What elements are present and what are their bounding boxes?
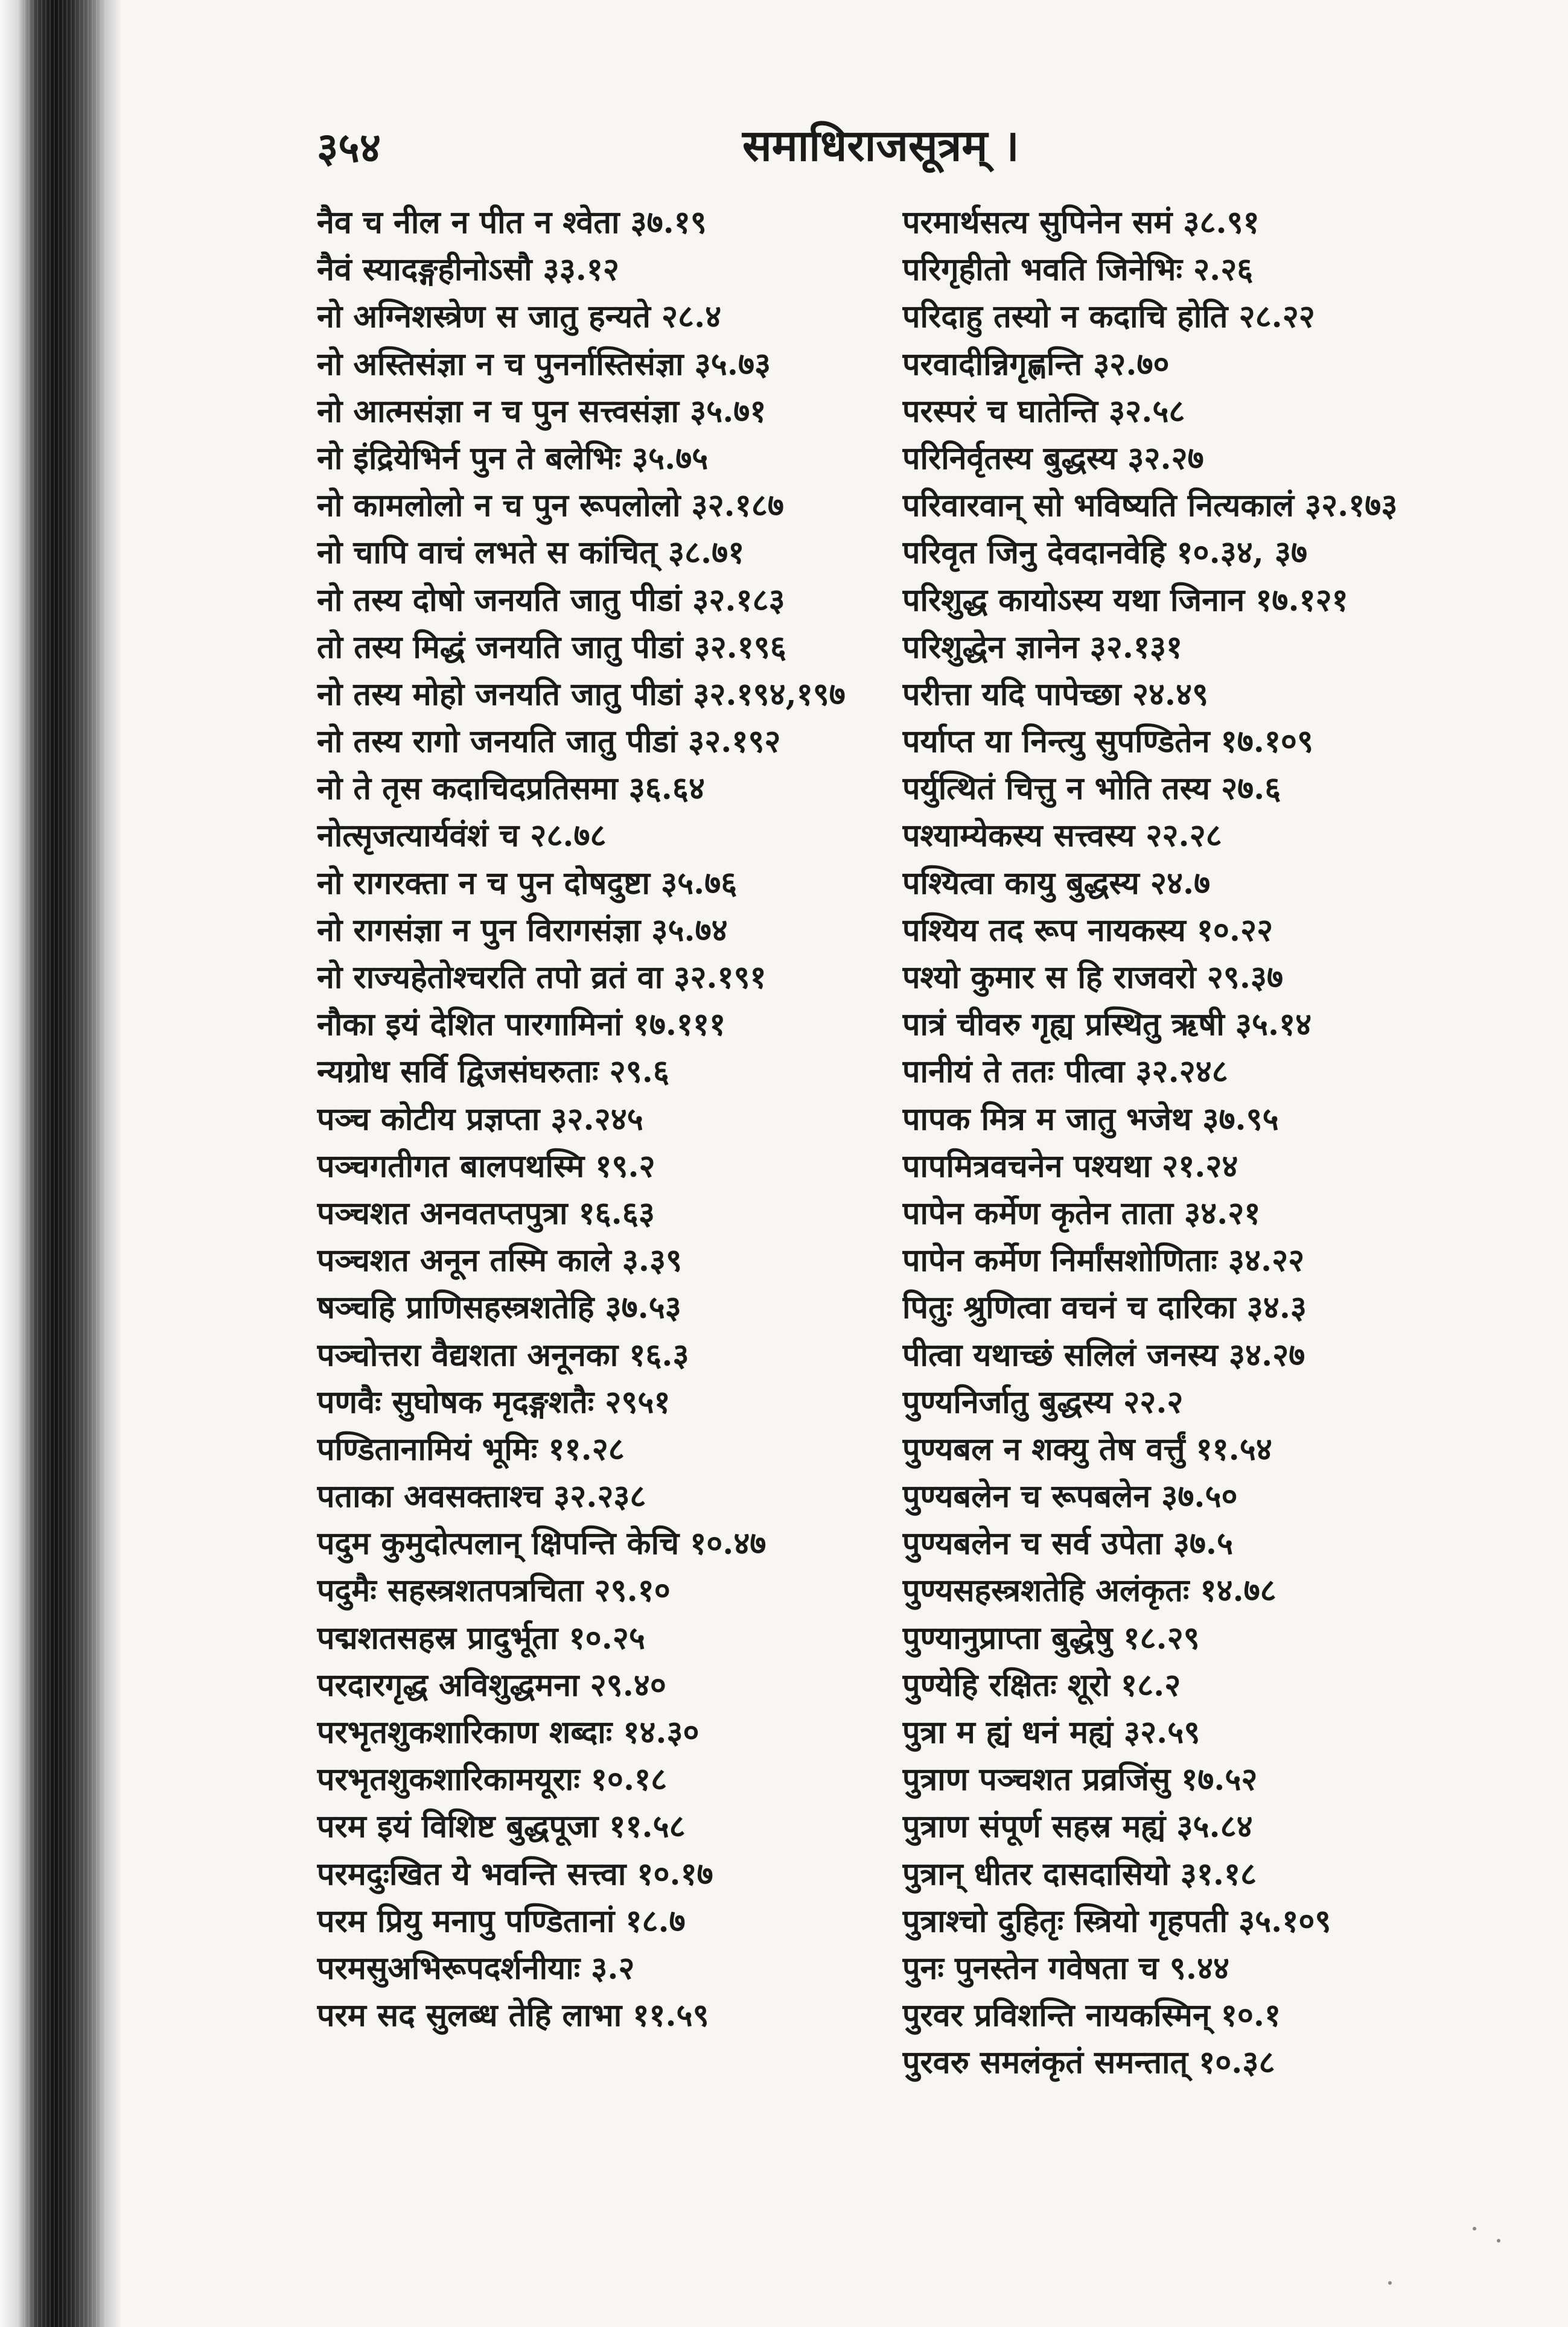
index-entry: पुरवरु समलंकृतं समन्तात् १०.३८ [902, 2044, 1275, 2081]
index-entry: पुत्रान् धीतर दासदासियो ३१.१८ [902, 1855, 1257, 1892]
index-entry: पुरवर प्रविशन्ति नायकस्मिन् १०.१ [902, 1997, 1281, 2034]
index-entry: नो तस्य रागो जनयति जातु पीडां ३२.१९२ [317, 723, 781, 760]
index-entry: पणवैः सुघोषक मृदङ्गशतैः २९५१ [317, 1383, 671, 1421]
index-entry: पीत्वा यथाच्छं सलिलं जनस्य ३४.२७ [902, 1336, 1305, 1374]
index-entry: पुत्राश्चो दुहितृः स्त्रियो गृहपती ३५.१०९ [902, 1902, 1331, 1940]
index-entry: पताका अवसक्ताश्च ३२.२३८ [317, 1478, 646, 1515]
index-entry: नैव च नील न पीत न श्वेता ३७.१९ [317, 204, 707, 241]
index-entry: पञ्च कोटीय प्रज्ञप्ता ३२.२४५ [317, 1100, 643, 1138]
index-entry: परवादीन्निगृह्णन्ति ३२.७० [902, 345, 1170, 383]
index-column-right [902, 199, 1506, 2087]
index-entry: पञ्चोत्तरा वैद्यशता अनूनका १६.३ [317, 1336, 689, 1374]
index-entry: तो तस्य मिद्धं जनयति जातु पीडां ३२.१९६ [317, 628, 786, 666]
index-entry: परिगृहीतो भवति जिनेभिः २.२६ [902, 251, 1254, 288]
index-entry: पुण्येहि रक्षितः शूरो १८.२ [902, 1666, 1181, 1704]
index-entry: पुण्यनिर्जातु बुद्धस्य २२.२ [902, 1383, 1184, 1421]
index-entry: परभृतशुकशारिकामयूराः १०.१८ [317, 1761, 668, 1798]
index-entry: पुत्रा म ह्यं धनं मह्यं ३२.५९ [902, 1714, 1200, 1751]
index-entry: पापक मित्र म जातु भजेथ ३७.९५ [902, 1100, 1279, 1138]
index-entry: नो रागरक्ता न च पुन दोषदुष्टा ३५.७६ [317, 864, 738, 902]
index-entry: परभृतशुकशारिकाण शब्दाः १४.३० [317, 1714, 700, 1751]
index-entry: पुण्यबल न शक्यु तेष वर्त्तुं ११.५४ [902, 1430, 1272, 1468]
index-entry: पश्यित्वा कायु बुद्धस्य २४.७ [902, 864, 1211, 902]
page-number: ३५४ [317, 124, 381, 172]
index-entry: पुण्यसहस्त्रशतेहि अलंकृतः १४.७८ [902, 1572, 1276, 1609]
index-entry: नो कामलोलो न च पुन रूपलोलो ३२.१८७ [317, 487, 784, 524]
index-entry: नो अग्निशस्त्रेण स जातु हन्यते २८.४ [317, 298, 722, 336]
index-entry: परदारगृद्ध अविशुद्धमना २९.४० [317, 1666, 666, 1704]
index-entry: परम सद सुलब्ध तेहि लाभा ११.५९ [317, 1997, 709, 2034]
scan-speck [1388, 2281, 1392, 2285]
index-entry: न्यग्रोध सर्वि द्विजसंघरुताः २९.६ [317, 1053, 669, 1090]
index-entry: नो चापि वाचं लभते स कांचित् ३८.७१ [317, 534, 745, 571]
index-entry: पण्डितानामियं भूमिः ११.२८ [317, 1430, 625, 1468]
index-entry: पर्युत्थितं चित्तु न भोति तस्य २७.६ [902, 770, 1281, 807]
index-entry: नो आत्मसंज्ञा न च पुन सत्त्वसंज्ञा ३५.७१ [317, 392, 766, 430]
index-entry: पश्यिय तद रूप नायकस्य १०.२२ [902, 911, 1273, 949]
index-entry: नो ते तृस कदाचिदप्रतिसमा ३६.६४ [317, 770, 705, 807]
index-entry: पुत्राण पञ्चशत प्रव्रजिंसु १७.५२ [902, 1761, 1258, 1798]
index-entry: परिशुद्ध कायोऽस्य यथा जिनान १७.१२१ [902, 581, 1348, 619]
index-entry: परीत्ता यदि पापेच्छा २४.४९ [902, 675, 1209, 713]
index-entry: परिवृत जिनु देवदानवेहि १०.३४, ३७ [902, 534, 1308, 571]
index-entry: परस्परं च घातेन्ति ३२.५८ [902, 392, 1185, 430]
index-entry: षञ्चहि प्राणिसहस्त्रशतेहि ३७.५३ [317, 1289, 681, 1326]
running-title: समाधिराजसूत्रम् । [742, 119, 1019, 171]
index-entry: पश्याम्येकस्य सत्त्वस्य २२.२८ [902, 817, 1222, 855]
index-entry: परिशुद्धेन ज्ञानेन ३२.१३१ [902, 628, 1183, 666]
index-entry: पुण्यबलेन च रूपबलेन ३७.५० [902, 1478, 1238, 1515]
index-entry: परिवारवान् सो भविष्यति नित्यकालं ३२.१७३ [902, 487, 1398, 524]
scan-speck [1473, 2227, 1476, 2230]
index-entry: पुण्यबलेन च सर्व उपेता ३७.५ [902, 1525, 1234, 1562]
index-entry: नोत्सृजत्यार्यवंशं च २८.७८ [317, 817, 607, 855]
index-entry: नो तस्य मोहो जनयति जातु पीडां ३२.१९४,१९७ [317, 675, 846, 713]
index-entry: नो अस्तिसंज्ञा न च पुनर्नास्तिसंज्ञा ३५.७३ [317, 345, 771, 383]
index-entry: पात्रं चीवरु गृह्य प्रस्थितु ऋषी ३५.१४ [902, 1006, 1312, 1043]
index-entry: पर्याप्त या निन्त्यु सुपण्डितेन १७.१०९ [902, 723, 1313, 760]
index-entry: पितुः श्रुणित्वा वचनं च दारिका ३४.३ [902, 1289, 1307, 1326]
index-entry: परमसुअभिरूपदर्शनीयाः ३.२ [317, 1949, 635, 1987]
index-entry: पापेन कर्मेण निर्मांसशोणिताः ३४.२२ [902, 1242, 1305, 1279]
scan-speck [1497, 2239, 1500, 2243]
index-entry: नो इंद्रियेभिर्न पुन ते बलेभिः ३५.७५ [317, 439, 709, 477]
index-entry: पदुम कुमुदोत्पलान् क्षिपन्ति केचि १०.४७ [317, 1525, 766, 1562]
index-entry: पापमित्रवचनेन पश्यथा २१.२४ [902, 1147, 1238, 1185]
index-entry: पञ्चगतीगत बालपथस्मि १९.२ [317, 1147, 655, 1185]
index-entry: नैवं स्यादङ्गहीनोऽसौ ३३.१२ [317, 251, 619, 288]
index-entry: परमदुःखित ये भवन्ति सत्त्वा १०.१७ [317, 1855, 713, 1892]
book-binding-shadow [0, 0, 121, 2327]
index-entry: पुत्राण संपूर्ण सहस्र मह्यं ३५.८४ [902, 1808, 1253, 1845]
index-entry: पद्मशतसहस्र प्रादुर्भूता १०.२५ [317, 1619, 645, 1657]
index-entry: नो तस्य दोषो जनयति जातु पीडां ३२.१८३ [317, 581, 785, 619]
index-entry: पुण्यानुप्राप्ता बुद्धेषु १८.२९ [902, 1619, 1200, 1657]
index-entry: पञ्चशत अनवतप्तपुत्रा १६.६३ [317, 1194, 655, 1232]
index-entry: पञ्चशत अनून तस्मि काले ३.३९ [317, 1242, 683, 1279]
index-entry: नौका इयं देशित पारगामिनां १७.१११ [317, 1006, 726, 1043]
index-column-left [317, 199, 884, 2039]
index-entry: परिदाहु तस्यो न कदाचि होति २८.२२ [902, 298, 1315, 336]
index-entry: नो रागसंज्ञा न पुन विरागसंज्ञा ३५.७४ [317, 911, 728, 949]
index-entry: पुनः पुनस्तेन गवेषता च ९.४४ [902, 1949, 1230, 1987]
index-entry: पानीयं ते ततः पीत्वा ३२.२४८ [902, 1053, 1228, 1090]
index-entry: पश्यो कुमार स हि राजवरो २९.३७ [902, 959, 1284, 996]
binding-texture [24, 0, 109, 2327]
index-entry: परिनिर्वृतस्य बुद्धस्य ३२.२७ [902, 439, 1204, 477]
index-entry: परम प्रियु मनापु पण्डितानां १८.७ [317, 1902, 686, 1940]
index-entry: परम इयं विशिष्ट बुद्धपूजा ११.५८ [317, 1808, 686, 1845]
index-entry: नो राज्यहेतोश्चरति तपो व्रतं वा ३२.१९१ [317, 959, 766, 996]
index-entry: पदुमैः सहस्त्रशतपत्रचिता २९.१० [317, 1572, 671, 1609]
index-entry: परमार्थसत्य सुपिनेन समं ३८.९१ [902, 204, 1260, 241]
index-entry: पापेन कर्मेण कृतेन ताता ३४.२१ [902, 1194, 1261, 1232]
